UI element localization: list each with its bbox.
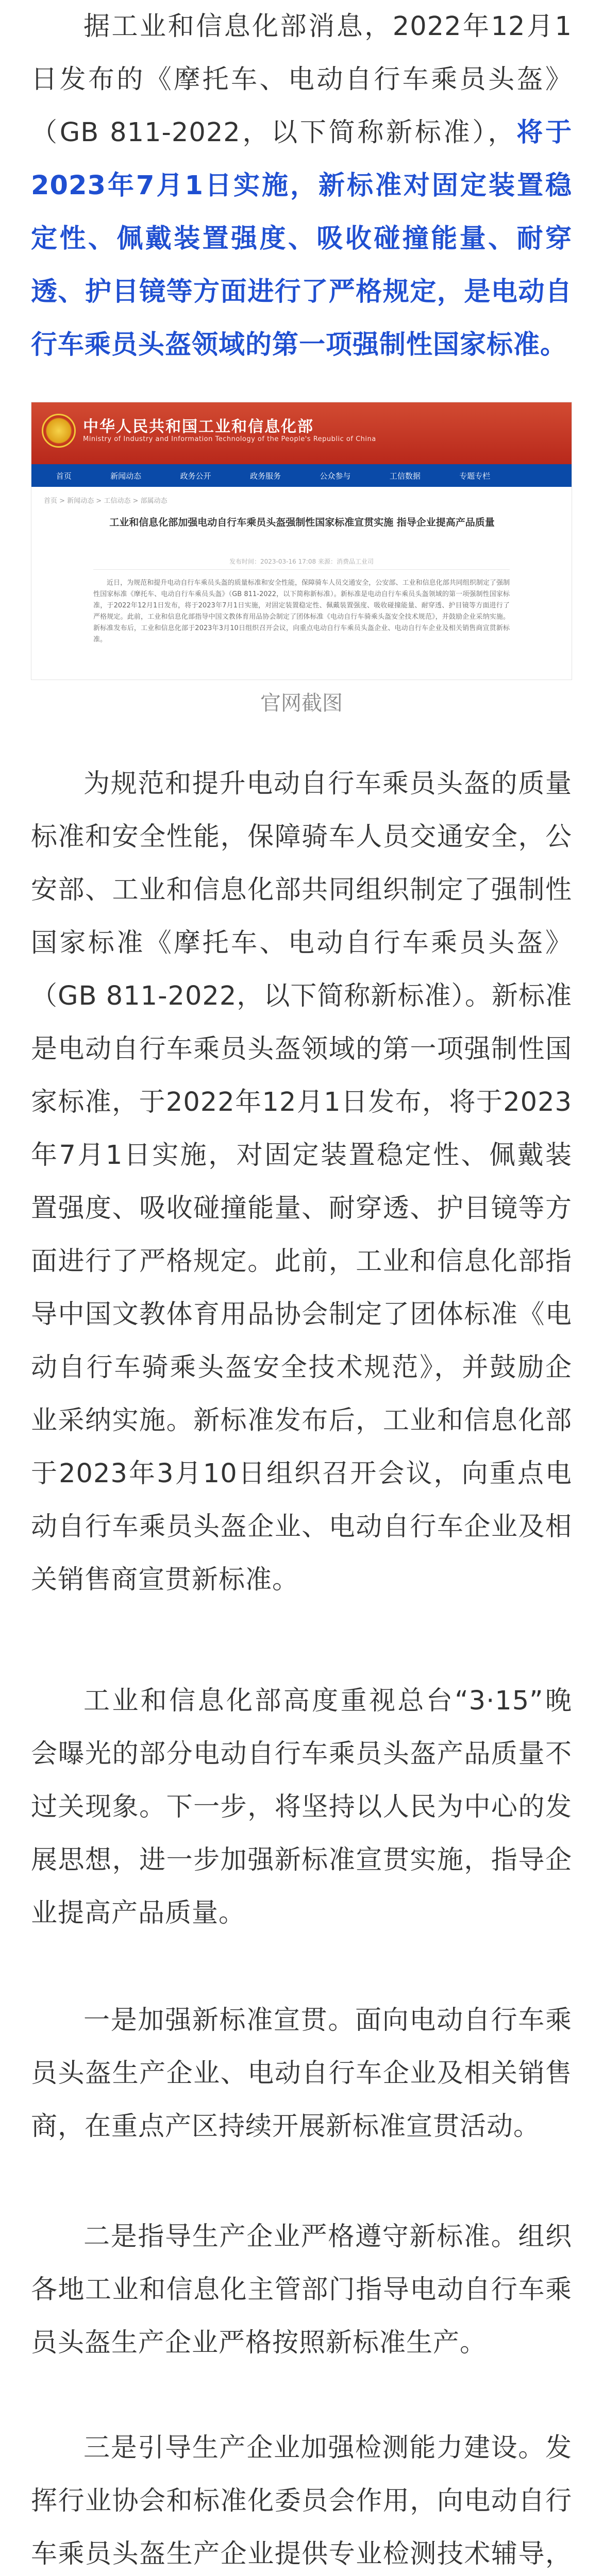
site-article-body: 近日，为规范和提升电动自行车乘员头盔的质量标准和安全性能，保障骑车人员交通安全，公安部、工业和信息化部共同组织制定了强制性国家标准《摩托车、电动自行车乘员头盔》（GB 811-2022，以下简称新标准）。新标准是电动自行车乘员头盔领域的第一项强制性国家标准，于2022年12月1日发布，将于2023年7月1日实施，对固定装置稳定性、佩戴装置强度、吸收碰撞能量、耐穿透、护目镜等方面进行了严格规定。此前，工业和信息化部指导中国文教体育用品协会制定了团体标准《电动自行车骑乘头盔安全技术规范》，并鼓励企业采纳实施。新标准发布后，工业和信息化部于2023年3月10日组织召开会议，向重点电动自行车乘员头盔企业、电动自行车企业及相关销售商宣贯新标准。 — [93, 579, 510, 643]
nav-item-public: 公众参与 — [320, 471, 351, 481]
site-breadcrumb: 首页 > 新闻动态 > 工信动态 > 部属动态 — [44, 497, 167, 505]
site-title: 中华人民共和国工业和信息化部 — [83, 418, 314, 436]
measure-three-paragraph: 三是引导生产企业加强检测能力建设。发挥行业协会和标准化委员会作用，向电动自行车乘员头盔生产企业提供专业检测技术辅导， — [31, 2433, 572, 2569]
measure-two-paragraph: 二是指导生产企业严格遵守新标准。组织各地工业和信息化主管部门指导电动自行车乘员头盔生产企业严格按照新标准生产。 — [31, 2222, 572, 2358]
intro-highlight-text: 将于2023年7月1日实施，新标准对固定装置稳定性、佩戴装置强度、吸收碰撞能量、耐穿透、护目镜等方面进行了严格规定，是电动自行车乘员头盔领域的第一项强制性国家标准。 — [31, 117, 572, 360]
national-emblem-icon — [42, 414, 76, 448]
site-divider — [93, 569, 510, 570]
nav-item-news: 新闻动态 — [110, 471, 142, 481]
measure-one-paragraph: 一是加强新标准宣贯。面向电动自行车乘员头盔生产企业、电动自行车企业及相关销售商，在重点产区持续开展新标准宣贯活动。 — [31, 2005, 572, 2142]
intro-paragraph — [31, 0, 572, 371]
site-nav-bar — [31, 464, 572, 487]
screenshot-caption: 官网截图 — [260, 691, 343, 715]
site-subtitle: Ministry of Industry and Information Technology of the People's Republic of China — [83, 435, 376, 443]
site-article-meta: 发布时间：2023-03-16 17:08 来源：消费品工业司 — [229, 558, 374, 565]
nav-item-data: 工信数据 — [389, 471, 421, 481]
next-steps-paragraph: 工业和信息化部高度重视总台“3·15”晚会曝光的部分电动自行车乘员头盔产品质量不过关现象。下一步，将坚持以人民为中心的发展思想，进一步加强新标准宣贯实施，指导企业提高产品质量。 — [31, 1686, 572, 1928]
nav-item-topics: 专题专栏 — [459, 471, 491, 481]
nav-item-home: 首页 — [56, 471, 72, 481]
nav-item-gov-service: 政务服务 — [249, 471, 281, 481]
nav-item-gov-info: 政务公开 — [180, 471, 211, 481]
background-paragraph: 为规范和提升电动自行车乘员头盔的质量标准和安全性能，保障骑车人员交通安全，公安部、工业和信息化部共同组织制定了强制性国家标准《摩托车、电动自行车乘员头盔》（GB 811-2022，以下简称新标准）。新标准是电动自行车乘员头盔领域的第一项强制性国家标准，于2022年12月1日发布，将于2023年7月1日实施，对固定装置稳定性、佩戴装置强度、吸收碰撞能量、耐穿透、护目镜等方面进行了严格规定。此前，工业和信息化部指导中国文教体育用品协会制定了团体标准《电动自行车骑乘头盔安全技术规范》，并鼓励企业采纳实施。新标准发布后，工业和信息化部于2023年3月10日组织召开会议，向重点电动自行车乘员头盔企业、电动自行车企业及相关销售商宣贯新标准。 — [31, 769, 572, 1595]
website-screenshot — [31, 402, 572, 680]
site-article-headline: 工业和信息化部加强电动自行车乘员头盔强制性国家标准宣贯实施 指导企业提高产品质量 — [109, 517, 495, 528]
intro-lead-text: 据工业和信息化部消息，2022年12月1日发布的《摩托车、电动自行车乘员头盔》（GB 811-2022，以下简称新标准）， — [31, 11, 572, 148]
site-banner — [31, 402, 572, 464]
